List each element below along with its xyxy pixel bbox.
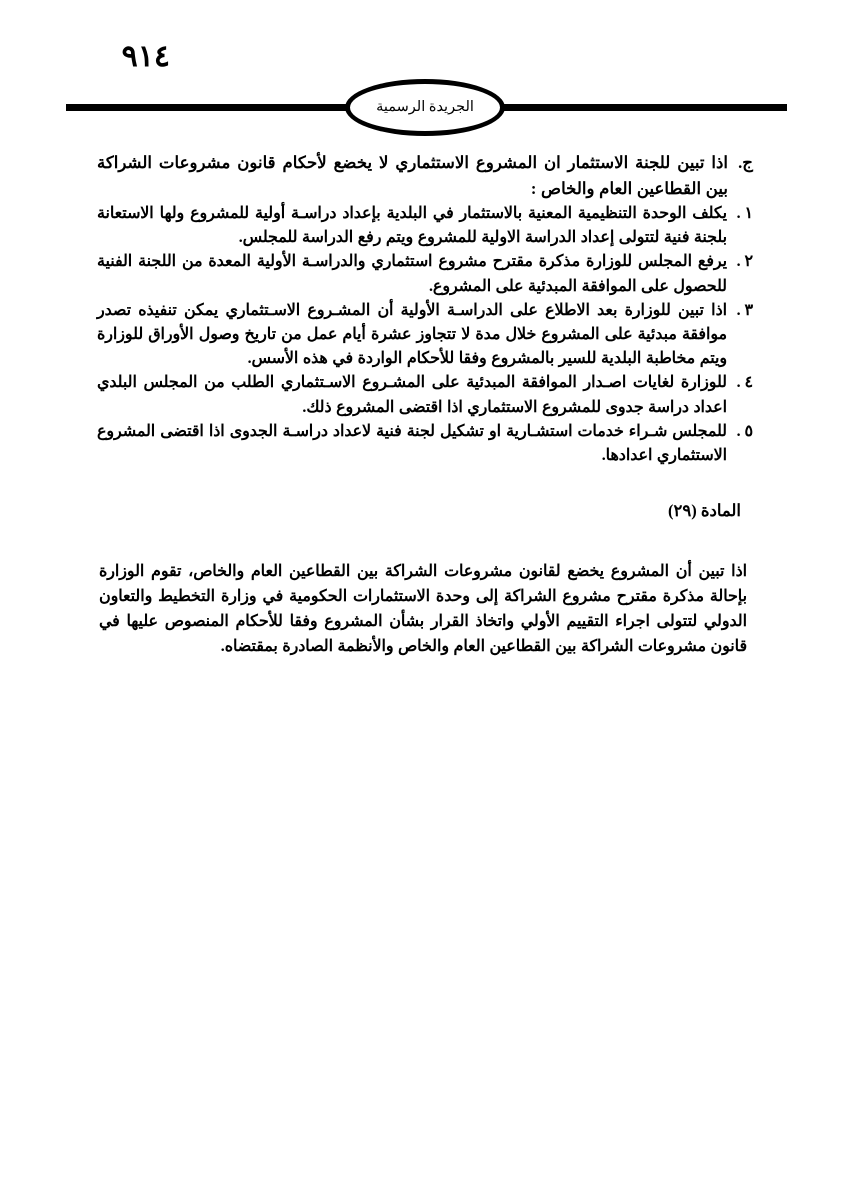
page-header — [0, 0, 850, 150]
numbered-clause-list — [97, 202, 753, 468]
gazette-title-badge — [345, 79, 505, 136]
list-item — [97, 420, 753, 468]
list-item-marker: ٥ . — [736, 422, 753, 440]
list-item — [97, 371, 753, 419]
clause-text: اذا تبين للجنة الاستثمار ان المشروع الاستثماري لا يخضع لأحكام قانون مشروعات الشراكة بين القطاعين العام والخاص : — [97, 153, 728, 198]
list-item-marker: ٣ . — [736, 301, 753, 319]
page-number: ٩١٤ — [121, 40, 170, 73]
list-item-marker: ١ . — [736, 205, 753, 222]
list-item-marker: ٤ . — [736, 374, 753, 392]
list-item-marker: ٢ . — [736, 253, 753, 271]
clause-marker: ج. — [738, 153, 753, 172]
clause-jeem — [97, 150, 753, 201]
list-item-text: يكلف الوحدة التنظيمية المعنية بالاستثمار في البلدية بإعداد دراسـة أولية للمشروع ولها الاستعانة بلجنة فنية لتتولى إعداد الدراسة الاولية للمشروع ويتم رفع الدراسة للمجلس. — [97, 205, 727, 247]
list-item — [97, 202, 753, 250]
article-body-paragraph: اذا تبين أن المشروع يخضع لقانون مشروعات الشراكة بين القطاعين العام والخاص، تقوم الوزارة بإحالة مذكرة مقترح مشروع الشراكة إلى وحدة الاستثمارات الحكومية في وزارة التخطيط والتعاون الدولي لتتولى اجراء التقييم الأولي واتخاذ القرار بشأن المشروع وفقا للأحكام المنصوص عليها في قانون مشروعات الشراكة بين القطاعين العام والخاص والأنظمة الصادرة بمقتضاه. — [99, 563, 747, 656]
list-item-text: يرفع المجلس للوزارة مذكرة مقترح مشروع استثماري والدراسـة الأولية المعدة من اللجنة الفنية للحصول على الموافقة المبدئية على المشروع. — [97, 253, 727, 295]
list-item-text: اذا تبين للوزارة بعد الاطلاع على الدراسـة الأولية أن المشـروع الاسـتثماري يمكن تنفيذه تصدر موافقة مبدئية على المشروع خلال مدة لا تتجاوز عشرة أيام عمل من تاريخ وصول الأوراق للوزارة ويتم مخاطبة البلدية للسير بالمشروع وفقا للأحكام الواردة في هذه الأسس. — [97, 301, 727, 368]
list-item-text: للوزارة لغايات اصـدار الموافقة المبدئية على المشـروع الاسـتثماري الطلب من المجلس البلدي اعداد دراسة جدوى للمشروع الاستثماري اذا اقتضى المشروع ذلك. — [97, 374, 727, 416]
gazette-title-label: الجريدة الرسمية — [376, 99, 474, 116]
list-item — [97, 250, 753, 298]
page-content — [97, 150, 753, 659]
article-heading: المادة (٢٩) — [667, 501, 741, 521]
list-item-text: للمجلس شـراء خدمات استشـارية او تشكيل لجنة فنية لاعداد دراسـة الجدوى اذا اقتضى المشروع الاستثماري اعدادها. — [97, 422, 727, 465]
list-item — [97, 299, 753, 372]
